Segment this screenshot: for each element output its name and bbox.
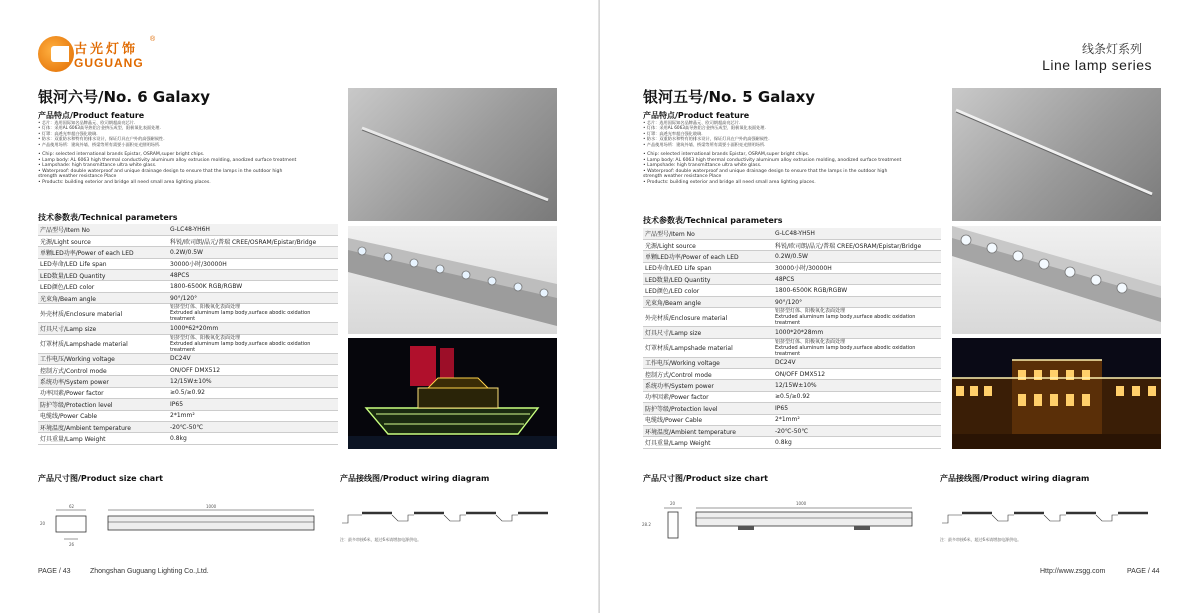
table-row <box>38 235 338 246</box>
param-key: 灯罩材质/Lampshade material <box>643 338 773 357</box>
table-row <box>38 399 338 410</box>
logo-registered-mark: ® <box>150 36 156 43</box>
param-value: 2*1mm² <box>168 410 338 421</box>
param-value: 1000*20*28mm <box>773 327 941 338</box>
feature-cn-item: • 芯片：选用国际知名品牌晶元、欧司朗超高亮芯片. <box>38 120 136 125</box>
product-photo-bar <box>952 88 1161 221</box>
dim-width-label: 62 <box>69 504 75 509</box>
dim-height-label: 20 <box>40 521 46 526</box>
product-wiring-diagram-heading: 产品接线图/Product wiring diagram <box>340 474 490 483</box>
param-key: 灯具尺寸/Lamp size <box>38 323 168 334</box>
table-row <box>38 387 338 398</box>
wiring-note: 注：最多串接6米，超过6米请增加电源供电。 <box>940 537 1022 542</box>
feature-cn-item: • 灯罩：高透光率超白强化玻璃. <box>38 130 98 136</box>
table-row <box>643 380 941 391</box>
table-row <box>38 224 338 235</box>
param-value: 科锐/欧司朗/晶元/普瑞 CREE/OSRAM/Epistar/Bridge <box>168 235 338 246</box>
wiring-diagram <box>940 505 1155 545</box>
param-value: -20℃-50℃ <box>773 425 941 436</box>
application-photo-ship <box>348 338 557 449</box>
param-key: 光束角/Beam angle <box>643 296 773 307</box>
illuminated-ship-illustration <box>348 338 557 449</box>
led-fixture-closeup-illustration <box>348 226 557 334</box>
wiring-note: 注：最多串接6米，超过6米请增加电源供电。 <box>340 537 422 542</box>
param-key: 外壳材质/Enclosure material <box>643 308 773 327</box>
catalog-page-right <box>600 0 1200 613</box>
product-feature-heading: 产品特点/Product feature <box>643 111 750 120</box>
param-value: 铝挤型灯体、阳极氧化表面处理 <box>775 338 846 345</box>
param-key: 控制方式/Control mode <box>38 365 168 376</box>
param-key: 产品型号/Item No <box>643 228 773 239</box>
wiring-diagram-lines <box>340 505 555 533</box>
table-row <box>38 270 338 281</box>
param-value: ≥0.5/≥0.92 <box>773 391 941 402</box>
param-value: 1000*62*20mm <box>168 323 338 334</box>
param-key: 灯具尺寸/Lamp size <box>643 327 773 338</box>
table-row <box>643 308 941 327</box>
table-row <box>38 353 338 364</box>
feature-en-item: • Waterproof: double waterproof and unique drainage design to ensure that the lamps in the outdoor high <box>38 168 283 174</box>
feature-cn-item: • 灯体：采用AL 6063高导热铝合金挤压成型、阳极氧化表面处理. <box>643 125 766 131</box>
feature-cn-item: • 防水：双重防水和特有的排水设计，保证灯具在户外的高强耐候性. <box>643 136 770 142</box>
size-drawing-lines <box>640 500 925 552</box>
param-key: 灯具重量/Lamp Weight <box>643 437 773 448</box>
wiring-diagram <box>340 505 555 545</box>
param-value: 48PCS <box>168 270 338 281</box>
product-title: 银河五号/No. 5 Galaxy <box>643 88 816 106</box>
feature-en-item: • Products: building exterior and bridge all need small area lighting places. <box>38 179 211 185</box>
param-key: 电缆线/Power Cable <box>643 414 773 425</box>
param-key: LED数量/LED Quantity <box>643 274 773 285</box>
param-key: LED数量/LED Quantity <box>38 270 168 281</box>
param-key: 控制方式/Control mode <box>643 369 773 380</box>
feature-cn-item: • 灯体：采用AL 6063高导热铝合金挤压成型、阳极氧化表面处理. <box>38 125 161 131</box>
feature-list-cn <box>643 120 770 147</box>
param-value: 1800-6500K RGB/RGBW <box>168 281 338 292</box>
table-row <box>643 228 941 239</box>
param-key: 环境温度/Ambient temperature <box>643 425 773 436</box>
website-link[interactable]: Http://www.zsgg.com <box>1040 568 1106 575</box>
dim-length-label: 1000 <box>206 504 217 509</box>
param-value: 0.2W/0.5W <box>168 247 338 258</box>
param-key: 电缆线/Power Cable <box>38 410 168 421</box>
product-size-chart-heading: 产品尺寸图/Product size chart <box>38 474 163 483</box>
product-feature-heading: 产品特点/Product feature <box>38 111 145 120</box>
param-key: 系统功率/System power <box>38 376 168 387</box>
param-key: 工作电压/Working voltage <box>38 353 168 364</box>
led-fixture-closeup-illustration <box>952 226 1161 334</box>
param-value: DC24V <box>168 353 338 364</box>
feature-en-item: • Chip: selected international brands Epistar, OSRAM,super bright chips. <box>38 152 205 157</box>
param-key: 功率因素/Power factor <box>643 391 773 402</box>
param-key: 单颗LED功率/Power of each LED <box>38 247 168 258</box>
product-photo-closeup <box>348 226 557 334</box>
feature-en-item: • Lamp body: AL 6063 high thermal conductivity aluminum alloy extrusion molding, anodized surface treatment <box>643 157 902 163</box>
param-value: 2*1mm² <box>773 414 941 425</box>
feature-cn-item: • 产品使用场所：建筑外墙、桥梁等所有需要小面积亮光照明场所. <box>38 141 161 147</box>
dim-height-label: 28.2 <box>642 522 651 527</box>
param-value: IP65 <box>773 403 941 414</box>
param-value-cell <box>773 308 941 327</box>
product-photo-closeup <box>952 226 1161 334</box>
technical-parameters-table <box>38 224 338 445</box>
param-key: 灯罩材质/Lampshade material <box>38 334 168 353</box>
linear-lamp-illustration <box>952 88 1161 221</box>
size-drawing <box>38 500 323 552</box>
feature-en-item: strength weather resistance Place <box>643 174 722 180</box>
table-row <box>38 421 338 432</box>
series-title-cn: 线条灯系列 <box>1081 42 1142 56</box>
product-title: 银河六号/No. 6 Galaxy <box>38 88 211 106</box>
table-row <box>643 274 941 285</box>
param-key: 防护等级/Protection level <box>38 399 168 410</box>
param-key: LED颜色/LED color <box>643 285 773 296</box>
table-row <box>643 391 941 402</box>
table-row <box>643 369 941 380</box>
table-row <box>643 251 941 262</box>
param-value: -20℃-50℃ <box>168 421 338 432</box>
param-value: DC24V <box>773 357 941 368</box>
table-row <box>643 338 941 357</box>
linear-lamp-illustration <box>348 88 557 221</box>
size-drawing <box>640 500 925 552</box>
param-value-cell <box>168 304 338 323</box>
param-key: LED寿命/LED Life span <box>38 258 168 269</box>
param-value-en: Extruded aluminum lamp body,surface abodic oxidation treatment <box>170 310 311 323</box>
param-value: 0.8kg <box>773 437 941 448</box>
param-key: 环境温度/Ambient temperature <box>38 421 168 432</box>
table-row <box>38 410 338 421</box>
param-key: LED寿命/LED Life span <box>643 262 773 273</box>
logo-english-name: GUGUANG <box>74 56 144 70</box>
table-row <box>643 437 941 448</box>
feature-en-item: • Lamp body: AL 6063 high thermal conductivity aluminum alloy extrusion molding, anodized surface treatment <box>38 157 297 163</box>
param-value-en: Extruded aluminum lamp body,surface abodic oxidation treatment <box>775 314 916 327</box>
application-photo-building <box>952 338 1161 449</box>
logo-chinese-name: 古光灯饰 <box>74 42 139 57</box>
param-key: 单颗LED功率/Power of each LED <box>643 251 773 262</box>
page-number: PAGE / 43 <box>38 568 71 575</box>
param-key: 光束角/Beam angle <box>38 292 168 303</box>
param-key: 功率因素/Power factor <box>38 387 168 398</box>
size-drawing-lines <box>38 500 323 552</box>
company-name: Zhongshan Guguang Lighting Co.,Ltd. <box>90 568 209 575</box>
table-row <box>38 323 338 334</box>
param-value-cell <box>773 338 941 357</box>
param-key: LED颜色/LED color <box>38 281 168 292</box>
param-key: 系统功率/System power <box>643 380 773 391</box>
illuminated-building-illustration <box>952 338 1161 449</box>
param-value: 1800-6500K RGB/RGBW <box>773 285 941 296</box>
dim-length-label: 1000 <box>796 501 807 506</box>
feature-en-item: • Lampshade: high transmittance ultra white glass. <box>643 163 762 169</box>
table-row <box>38 334 338 353</box>
param-value: ON/OFF DMX512 <box>773 369 941 380</box>
param-value: 科锐/欧司朗/晶元/普瑞 CREE/OSRAM/Epistar/Bridge <box>773 239 941 250</box>
param-value: 48PCS <box>773 274 941 285</box>
param-value-cell <box>168 334 338 353</box>
table-row <box>38 433 338 444</box>
page-number: PAGE / 44 <box>1127 568 1160 575</box>
feature-cn-item: • 产品使用场所：建筑外墙、桥梁等所有需要小面积亮光照明场所. <box>643 141 766 147</box>
series-title-en: Line lamp series <box>1042 57 1152 73</box>
param-key: 产品型号/Item No <box>38 224 168 235</box>
param-key: 防护等级/Protection level <box>643 403 773 414</box>
param-key: 光源/Light source <box>643 239 773 250</box>
param-value: G-LC48-YH6H <box>168 224 338 235</box>
feature-cn-item: • 灯罩：高透光率超白强化玻璃. <box>643 130 703 136</box>
logo-g-icon <box>38 36 74 72</box>
param-value: 12/15W±10% <box>168 376 338 387</box>
feature-en-item: • Products: building exterior and bridge all need small area lighting places. <box>643 179 816 185</box>
table-row <box>38 258 338 269</box>
param-value: 铝挤型灯体、阳极氧化表面处理 <box>170 334 241 341</box>
table-row <box>643 425 941 436</box>
dim-base-label: 26 <box>69 542 75 547</box>
param-key: 工作电压/Working voltage <box>643 357 773 368</box>
param-value: 0.8kg <box>168 433 338 444</box>
param-value: IP65 <box>168 399 338 410</box>
table-row <box>643 296 941 307</box>
feature-cn-item: • 芯片：选用国际知名品牌晶元、欧司朗超高亮芯片. <box>643 120 741 125</box>
table-row <box>38 247 338 258</box>
table-row <box>643 285 941 296</box>
param-value: 0.2W/0.5W <box>773 251 941 262</box>
table-row <box>643 239 941 250</box>
param-value-en: Extruded aluminum lamp body,surface abodic oxidation treatment <box>775 344 916 357</box>
product-wiring-diagram-heading: 产品接线图/Product wiring diagram <box>940 474 1090 483</box>
param-value: 铝挤型灯体、阳极氧化表面处理 <box>170 304 241 311</box>
table-row <box>38 281 338 292</box>
technical-parameters-heading: 技术参数表/Technical parameters <box>38 213 178 222</box>
feature-list-en <box>643 152 901 186</box>
table-row <box>643 357 941 368</box>
table-row <box>643 327 941 338</box>
feature-list-cn <box>38 120 165 147</box>
technical-parameters-heading: 技术参数表/Technical parameters <box>643 216 783 225</box>
feature-en-item: • Chip: selected international brands Epistar, OSRAM,super bright chips. <box>643 152 810 157</box>
param-key: 外壳材质/Enclosure material <box>38 304 168 323</box>
table-row <box>38 365 338 376</box>
product-size-chart-heading: 产品尺寸图/Product size chart <box>643 474 768 483</box>
param-value: 90°/120° <box>773 296 941 307</box>
table-row <box>643 262 941 273</box>
product-photo-bar <box>348 88 557 221</box>
feature-list-en <box>38 152 296 186</box>
feature-en-item: • Waterproof: double waterproof and unique drainage design to ensure that the lamps in the outdoor high <box>643 168 888 174</box>
param-value: ON/OFF DMX512 <box>168 365 338 376</box>
param-value: 12/15W±10% <box>773 380 941 391</box>
table-row <box>38 304 338 323</box>
param-value: ≥0.5/≥0.92 <box>168 387 338 398</box>
table-row <box>643 403 941 414</box>
table-row <box>38 292 338 303</box>
param-value-en: Extruded aluminum lamp body,surface abodic oxidation treatment <box>170 340 311 353</box>
param-key: 灯具重量/Lamp Weight <box>38 433 168 444</box>
param-value: G-LC48-YH5H <box>773 228 941 239</box>
dim-width-label: 20 <box>670 501 676 506</box>
brand-logo <box>38 36 178 76</box>
feature-cn-item: • 防水：双重防水和特有的排水设计，保证灯具在户外的高强耐候性. <box>38 136 165 142</box>
param-value: 铝挤型灯体、阳极氧化表面处理 <box>775 308 846 315</box>
table-row <box>38 376 338 387</box>
technical-parameters-table <box>643 228 941 449</box>
feature-en-item: strength weather resistance Place <box>38 174 117 180</box>
param-value: 30000小时/30000H <box>773 262 941 273</box>
param-value: 90°/120° <box>168 292 338 303</box>
feature-en-item: • Lampshade: high transmittance ultra white glass. <box>38 163 157 169</box>
param-value: 30000小时/30000H <box>168 258 338 269</box>
wiring-diagram-lines <box>940 505 1155 533</box>
param-key: 光源/Light source <box>38 235 168 246</box>
table-row <box>643 414 941 425</box>
